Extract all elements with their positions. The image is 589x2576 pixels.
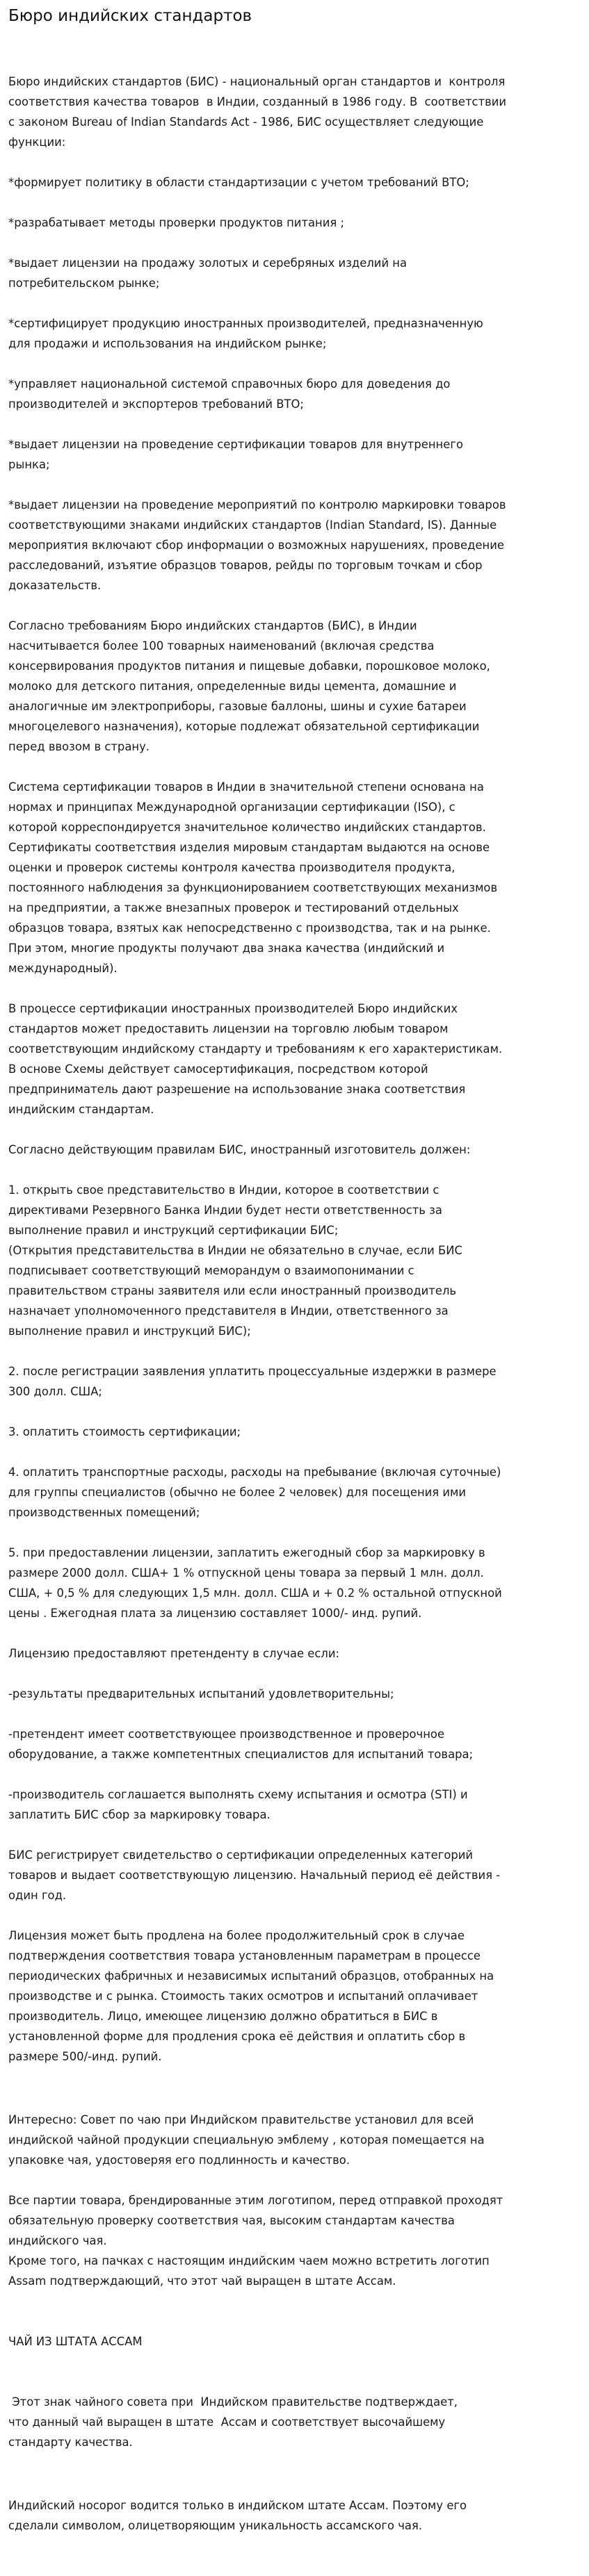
paragraph-rhino: Индийский носорог водится только в индийском штате Ассам. Поэтому его сделали символом, олицетворяющим уникальность ассамского чая. [8, 2499, 467, 2532]
page-title: Бюро индийских стандартов [8, 7, 252, 25]
article-body [8, 31, 581, 2576]
paragraph-tea: Интересно: Совет по чаю при Индийском правительстве установил для всей индийской чайной продукции специальную эмблему , которая помещается на упаковке чая, удостоверяя его подлинность и качество. Все партии товара, брендированные этим логотипом, перед отправкой проходят обязательную проверку соответствия чая, высоким стандартам качества индийского чая. Кроме того, на пачках с настоящим индийским чаем можно встретить логотип Assam подтверждающий, что этот чай выращен в штате Ассам. ЧАЙ ИЗ ШТАТА АССАМ Этот знак чайного совета при Индийском правительстве подтверждает, что данный чай выращен в штате Ассам и соответствует высочайшему стандарту качества. [8, 2113, 503, 2449]
paragraph-main: Бюро индийских стандартов (БИС) - национальный орган стандартов и контроля соответствия качества товаров в Индии, созданный в 1986 году. В соответствии с законом Bureau of Indian Standards Act - 1986, БИС осуществляет следующие функции: *формирует политику в области стандартизации с учетом требований ВТО; *разрабатывает методы проверки продуктов питания ; *выдает лицензии на продажу золотых и серебряных изделий на потребительском рынке; *сертифицирует продукцию иностранных производителей, предназначенную для продажи и использования на индийском рынке; *управляет национальной системой справочных бюро для доведения до производителей и экспортеров требований ВТО; *выдает лицензии на проведение сертификации товаров для внутреннего рынка; *выдает лицензии на проведение мероприятий по контролю маркировки товаров соответствующими знаками индийских стандартов (Indian Standard, IS). Данные мероприятия включают сбор информации о возможных нарушениях, проведение расследований, изъятие образцов товаров, рейды по торговым точкам и сбор доказательств. Согласно требованиям Бюро индийских стандартов (БИС), в Индии насчитывается более 100 товарных наименований (включая средства консервирования продуктов питания и пищевые добавки, порошковое молоко, молоко для детского питания, определенные виды цемента, домашние и аналогичные им электроприборы, газовые баллоны, шины и сухие батареи многоцелевого назначения), которые подлежат обязательной сертификации перед ввозом в страну. Система сертификации товаров в Индии в значительной степени основана на нормах и принципах Международной организации сертификации (ISO), с которой корреспондируется значительное количество индийских стандартов. Сертификаты соответствия изделия мировым стандартам выдаются на основе оценки и проверок системы контроля качества производителя продукта, постоянного наблюдения за функционированием соответствующих механизмов на предприятии, а также внезапных проверок и тестирований отдельных образцов товара, взятых как непосредственно с производства, так и на рынке. При этом, многие продукты получают два знака качества (индийский и международный). В процессе сертификации иностранных производителей Бюро индийских стандартов может предоставить лицензии на торговлю любым товаром соответствующим индийскому стандарту и требованиям к его характеристикам. В основе Схемы действует самосертификация, посредством которой предприниматель дают разрешение на использование знака соответствия индийским стандартам. Согласно действующим правилам БИС, иностранный изготовитель должен: 1. открыть свое представительство в Индии, которое в соответствии с директивами Резервного Банка Индии будет нести ответственность за выполнение правил и инструкций сертификации БИС; (Открытия представительства в Индии не обязательно в случае, если БИС подписывает соответствующий меморандум о взаимопонимании с правительством страны заявителя или если иностранный производитель назначает уполномоченного представителя в Индии, ответственного за выполнение правил и инструкций БИС); 2. после регистрации заявления уплатить процессуальные издержки в размере 300 долл. США; 3. оплатить стоимость сертификации; 4. оплатить транспортные расходы, расходы на пребывание (включая суточные) для группы специалистов (обычно не более 2 человек) для посещения ими производственных помещений; 5. при предоставлении лицензии, заплатить ежегодный сбор за маркировку в размере 2000 долл. США+ 1 % отпускной цены товара за первый 1 млн. долл. США, + 0,5 % для следующих 1,5 млн. долл. США и + 0.2 % остальной отпускной цены . Ежегодная плата за лицензию составляет 1000/- инд. рупий. Лицензию предоставляют претенденту в случае если: -результаты предварительных испытаний удовлетворительны; -претендент имеет соответствующее производственное и проверочное оборудование, а также компетентных специалистов для испытаний товара; -производитель соглашается выполнять схему испытания и осмотра (STI) и заплатить БИС сбор за маркировку товара. БИС регистрирует свидетельство о сертификации определенных категорий товаров и выдает соответствующую лицензию. Начальный период её действия - один год. Лицензия может быть продлена на более продолжительный срок в случае подтверждения соответствия товара установленным параметрам в процессе периодических фабричных и независимых испытаний образцов, отобранных на производстве и с рынка. Стоимость таких осмотров и испытаний оплачивает производитель. Лицо, имеющее лицензию должно обратиться в БИС в установленной форме для продления срока её действия и оплатить сбор в размере 500/-инд. рупий. [8, 75, 507, 2063]
